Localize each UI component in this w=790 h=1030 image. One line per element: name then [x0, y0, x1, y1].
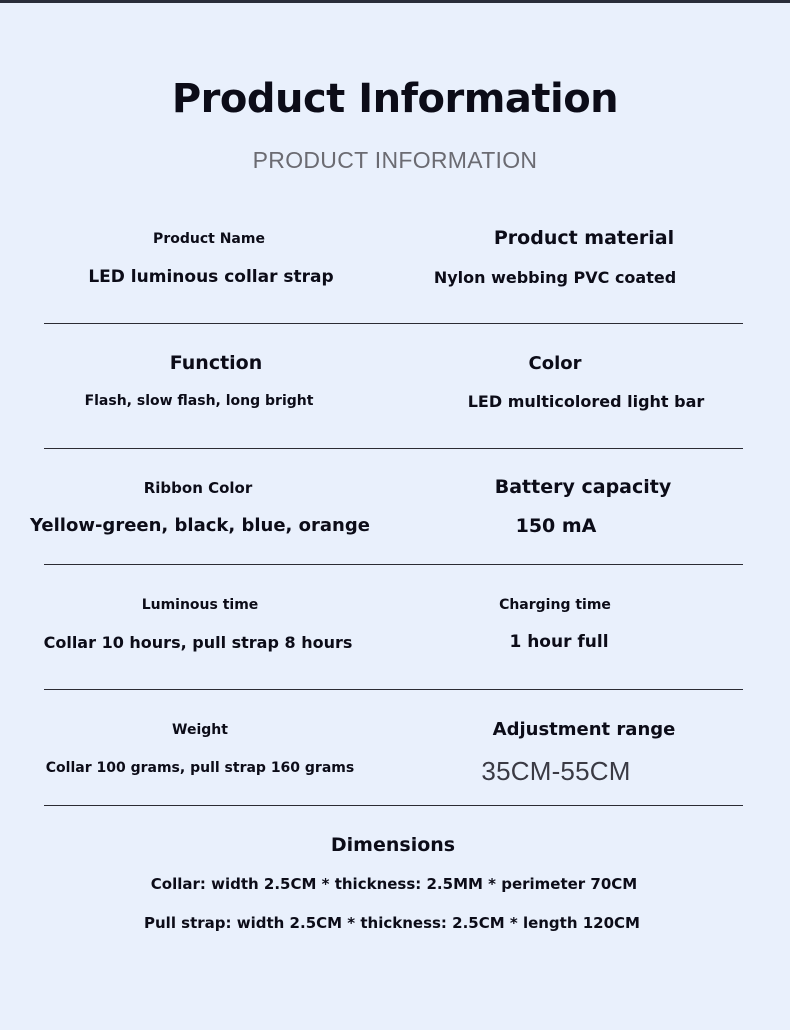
divider: [44, 323, 743, 324]
function-value: Flash, slow flash, long bright: [84, 393, 314, 409]
adjustment-range-value: 35CM-55CM: [481, 756, 631, 786]
product-material-value: Nylon webbing PVC coated: [433, 268, 677, 287]
divider: [44, 564, 743, 565]
color-value: LED multicolored light bar: [467, 392, 705, 411]
dimensions-collar: Collar: width 2.5CM * thickness: 2.5MM * perimeter 70CM: [150, 875, 638, 893]
ribbon-color-label: Ribbon Color: [143, 479, 253, 497]
divider: [44, 689, 743, 690]
color-label: Color: [528, 353, 582, 374]
dimensions-pull-strap: Pull strap: width 2.5CM * thickness: 2.5CM * length 120CM: [144, 914, 640, 932]
top-border: [0, 0, 790, 3]
ribbon-color-value: Yellow-green, black, blue, orange: [30, 515, 370, 536]
page-subtitle: PRODUCT INFORMATION: [252, 147, 538, 173]
product-material-label: Product material: [493, 227, 675, 249]
page-title: Product Information: [171, 76, 619, 122]
luminous-time-label: Luminous time: [141, 597, 259, 613]
function-label: Function: [169, 352, 263, 374]
product-name-value: LED luminous collar strap: [88, 267, 334, 287]
charging-time-label: Charging time: [499, 597, 611, 613]
divider: [44, 448, 743, 449]
weight-label: Weight: [172, 722, 228, 738]
divider: [44, 805, 743, 806]
weight-value: Collar 100 grams, pull strap 160 grams: [45, 760, 355, 776]
charging-time-value: 1 hour full: [509, 632, 609, 652]
adjustment-range-label: Adjustment range: [492, 719, 676, 740]
dimensions-label: Dimensions: [330, 834, 456, 856]
battery-capacity-label: Battery capacity: [494, 476, 672, 498]
battery-capacity-value: 150 mA: [515, 515, 597, 537]
product-name-label: Product Name: [153, 231, 265, 247]
luminous-time-value: Collar 10 hours, pull strap 8 hours: [43, 633, 353, 652]
